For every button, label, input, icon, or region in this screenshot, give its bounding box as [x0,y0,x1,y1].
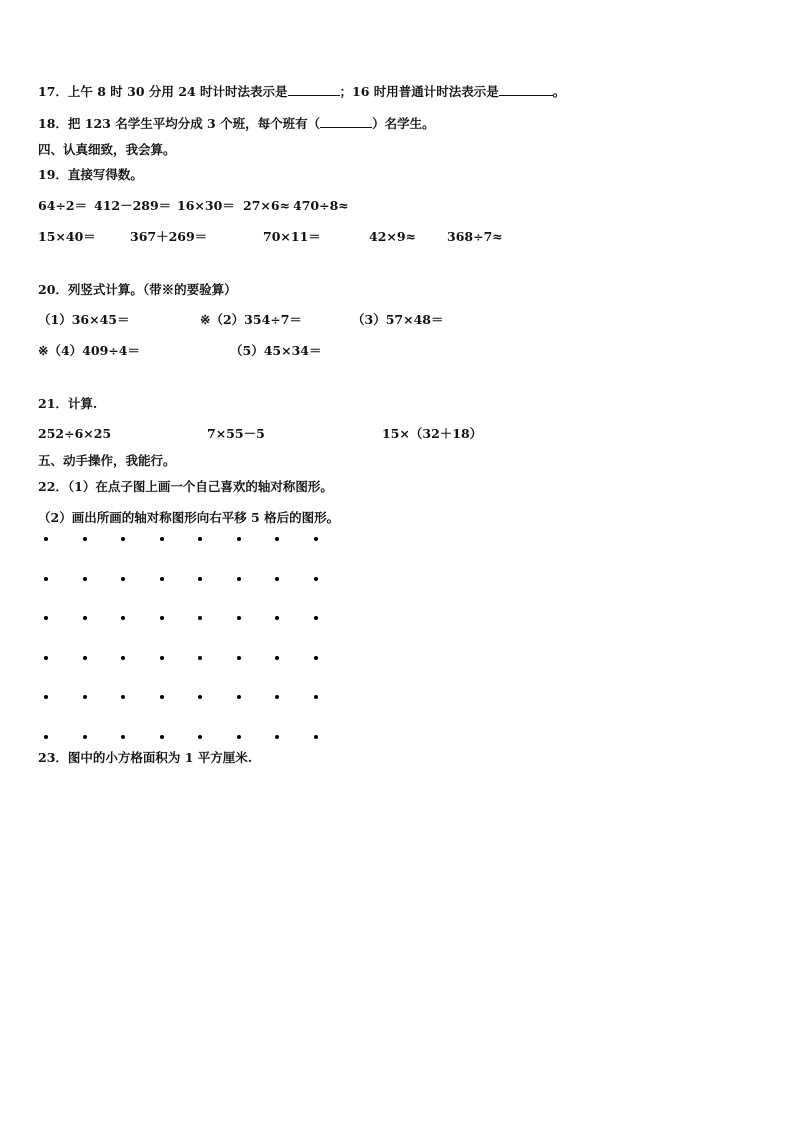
grid-dot[interactable] [198,537,202,541]
q19-expr-2: 412－289＝ [94,198,172,213]
q20-item-5: （5）45×34＝ [230,343,322,358]
grid-dot[interactable] [121,735,125,739]
grid-dot[interactable] [44,616,48,620]
question-23-title: 23．图中的小方格面积为 1 平方厘米. [38,750,253,765]
grid-dot[interactable] [44,735,48,739]
q18-text-2: ）名学生。 [372,116,435,131]
grid-dot[interactable] [198,656,202,660]
q21-expr-3: 15×（32＋18） [382,426,483,441]
grid-dot[interactable] [121,537,125,541]
q19-expr-5: 470÷8≈ [293,198,349,213]
question-22-part-2: （2）画出所画的轴对称图形向右平移 5 格后的图形。 [38,510,340,525]
question-18 [38,116,435,132]
q19-expr-10: 368÷7≈ [447,229,503,244]
q17-text-2: ；16 时用普通计时法表示是 [339,84,499,99]
grid-dot[interactable] [237,577,241,581]
q19-expr-9: 42×9≈ [369,229,417,244]
grid-dot[interactable] [83,695,87,699]
question-22-part-1: 22．（1）在点子图上画一个自己喜欢的轴对称图形。 [38,479,333,494]
grid-dot[interactable] [44,577,48,581]
grid-dot[interactable] [83,656,87,660]
grid-dot[interactable] [160,656,164,660]
grid-dot[interactable] [198,577,202,581]
q21-expr-1: 252÷6×25 [38,426,112,441]
grid-dot[interactable] [237,616,241,620]
q18-answer-blank[interactable] [320,116,372,128]
q17-text-3: 。 [552,84,566,99]
grid-dot[interactable] [198,695,202,699]
question-19-title: 19．直接写得数。 [38,167,143,182]
grid-dot[interactable] [275,735,279,739]
q18-text-1: 18．把 123 名学生平均分成 3 个班，每个班有（ [38,116,321,131]
q19-expr-4: 27×6≈ [243,198,291,213]
q20-item-3: （3）57×48＝ [352,312,444,327]
grid-dot[interactable] [121,577,125,581]
grid-dot[interactable] [44,656,48,660]
grid-dot[interactable] [275,656,279,660]
grid-dot[interactable] [160,616,164,620]
grid-dot[interactable] [83,577,87,581]
grid-dot[interactable] [314,735,318,739]
grid-dot[interactable] [275,537,279,541]
grid-dot[interactable] [237,695,241,699]
question-21-title: 21．计算. [38,396,98,411]
section-4-heading: 四、认真细致，我会算。 [38,142,176,157]
grid-dot[interactable] [44,695,48,699]
q20-item-2: ※（2）354÷7＝ [200,312,302,327]
grid-dot[interactable] [160,695,164,699]
grid-dot[interactable] [198,735,202,739]
grid-dot[interactable] [314,577,318,581]
grid-dot[interactable] [198,616,202,620]
grid-dot[interactable] [275,577,279,581]
grid-dot[interactable] [275,616,279,620]
grid-dot[interactable] [44,537,48,541]
grid-dot[interactable] [275,695,279,699]
q19-expr-7: 367＋269＝ [130,229,208,244]
q19-expr-1: 64÷2＝ [38,198,88,213]
question-20-title: 20．列竖式计算。（带※的要验算） [38,282,237,297]
grid-dot[interactable] [121,616,125,620]
grid-dot[interactable] [121,656,125,660]
grid-dot[interactable] [314,656,318,660]
grid-dot[interactable] [314,537,318,541]
grid-dot[interactable] [160,577,164,581]
grid-dot[interactable] [314,695,318,699]
q17-answer-blank-2[interactable] [499,84,553,96]
section-5-heading: 五、动手操作，我能行。 [38,453,176,468]
q17-text-1: 17．上午 8 时 30 分用 24 时计时法表示是 [38,84,288,99]
q19-expr-3: 16×30＝ [177,198,235,213]
q20-item-4: ※（4）409÷4＝ [38,343,140,358]
q19-expr-8: 70×11＝ [263,229,321,244]
grid-dot[interactable] [237,735,241,739]
grid-dot[interactable] [237,537,241,541]
q19-expr-6: 15×40＝ [38,229,96,244]
grid-dot[interactable] [83,537,87,541]
q21-expr-2: 7×55－5 [207,426,265,441]
grid-dot[interactable] [160,735,164,739]
question-17 [38,84,565,100]
q20-item-1: （1）36×45＝ [38,312,130,327]
grid-dot[interactable] [314,616,318,620]
grid-dot[interactable] [83,616,87,620]
grid-dot[interactable] [83,735,87,739]
grid-dot[interactable] [121,695,125,699]
q17-answer-blank-1[interactable] [288,84,340,96]
grid-dot[interactable] [160,537,164,541]
grid-dot[interactable] [237,656,241,660]
